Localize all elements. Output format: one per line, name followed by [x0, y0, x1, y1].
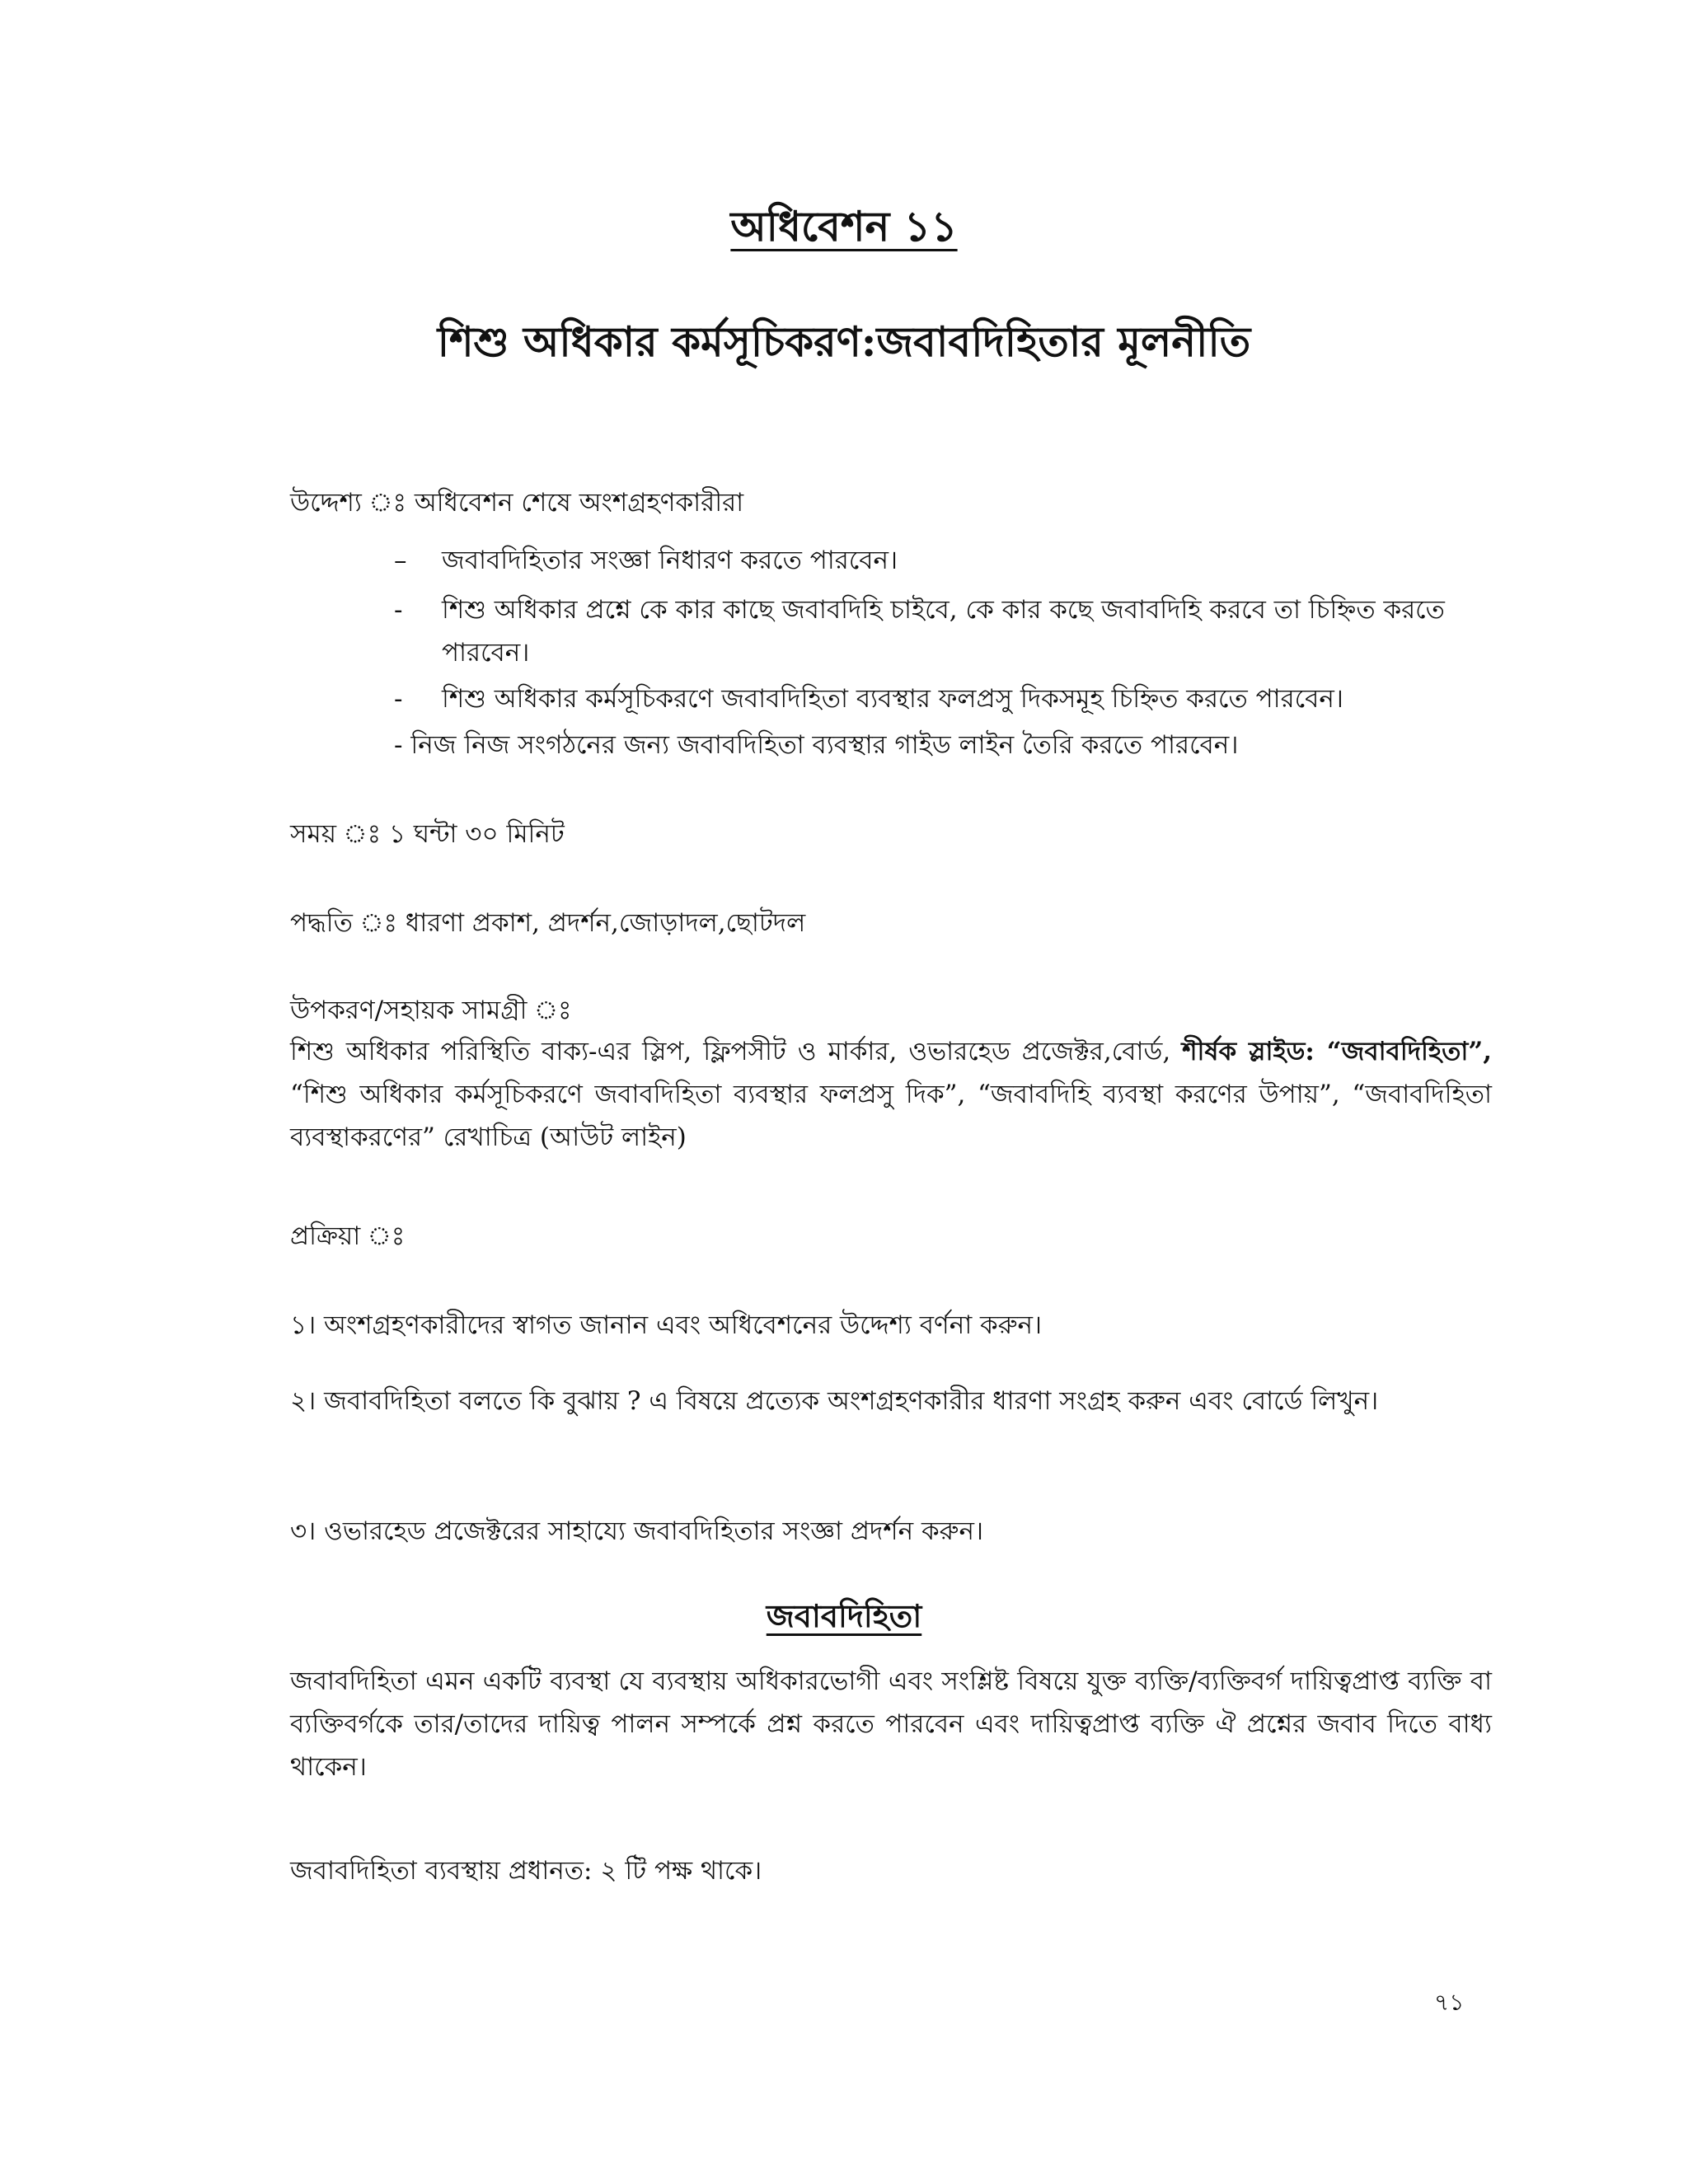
materials-text-part2: “শিশু অধিকার কর্মসূচিকরণে জবাবদিহিতা ব্যবস্থার ফলপ্রসু দিক”, “জবাবদিহি ব্যবস্থা করণের উপায়”, “জবাবদিহিতা ব্যবস্থাকরণের” রেখাচিত্র (আউট লাইন): [290, 1080, 1492, 1152]
procedure-step: ৩। ওভারহেড প্রজেক্টরের সাহায্যে জবাবদিহিতার সংজ্ঞা প্রদর্শন করুন।: [290, 1516, 984, 1546]
objective-label: উদ্দেশ্য ঃ অধিবেশন শেষে অংশগ্রহণকারীরা: [290, 488, 744, 518]
materials-text: [290, 1030, 1492, 1159]
objective-item-text: শিশু অধিকার কর্মসূচিকরণে জবাবদিহিতা ব্যবস্থার ফলপ্রসু দিকসমূহ চিহ্নিত করতে পারবেন।: [442, 684, 1343, 714]
objective-item-text: শিশু অধিকার প্রশ্নে কে কার কাছে জবাবদিহি চাইবে, কে কার কছে জবাবদিহি করবে তা চিহ্নিত করতে পারবেন।: [442, 595, 1445, 668]
objective-item: [394, 677, 1548, 720]
procedure-label: প্রক্রিয়া ঃ: [290, 1221, 406, 1251]
objective-item-text: জবাবদিহিতার সংজ্ঞা নিধারণ করতে পারবেন।: [442, 546, 898, 575]
objective-item: [394, 539, 1498, 582]
session-title: [0, 196, 1688, 265]
time-line: সময় ঃ ১ ঘন্টা ৩০ মিনিট: [290, 819, 565, 849]
procedure-step: ২। জবাবদিহিতা বলতে কি বুঝায় ? এ বিষয়ে প্রত্যেক অংশগ্রহণকারীর ধারণা সংগ্রহ করুন এবং বোর্ডে লিখুন।: [290, 1386, 1379, 1416]
objective-item: [394, 588, 1498, 674]
session-subtitle: শিশু অধিকার কর্মসূচিকরণ:জবাবদিহিতার মূলনীতি: [437, 317, 1251, 366]
parties-line: জবাবদিহিতা ব্যবস্থায় প্রধানত: ২ টি পক্ষ থাকে।: [290, 1856, 762, 1886]
procedure-step: ১। অংশগ্রহণকারীদের স্বাগত জানান এবং অধিবেশনের উদ্দেশ্য বর্ণনা করুন।: [290, 1310, 1043, 1340]
materials-label: উপকরণ/সহায়ক সামগ্রী ঃ: [290, 996, 572, 1025]
dash-marker: -: [394, 595, 403, 625]
definition-heading-text: জবাবদিহিতা: [766, 1597, 922, 1634]
dash-marker: -: [394, 684, 403, 714]
materials-text-part1: শিশু অধিকার পরিস্থিতি বাক্য-এর স্লিপ, ফ্লিপসীট ও মার্কার, ওভারহেড প্রজেক্টর,বোর্ড,: [290, 1037, 1183, 1066]
definition-text: জবাবদিহিতা এমন একটি ব্যবস্থা যে ব্যবস্থায় অধিকারভোগী এবং সংশ্লিষ্ট বিষয়ে যুক্ত ব্যক্তি/ব্যক্তিবর্গ দায়িত্বপ্রাপ্ত ব্যক্তি বা ব্যক্তিবর্গকে তার/তাদের দায়িত্ব পালন সম্পর্কে প্রশ্ন করতে পারবেন এবং দায়িত্বপ্রাপ্ত ব্যক্তি ঐ প্রশ্নের জবাব দিতে বাধ্য থাকেন।: [290, 1666, 1492, 1782]
objective-item-text: - নিজ নিজ সংগঠনের জন্য জবাবদিহিতা ব্যবস্থার গাইড লাইন তৈরি করতে পারবেন।: [394, 730, 1239, 760]
dash-marker: –: [394, 546, 407, 575]
method-line: পদ্ধতি ঃ ধারণা প্রকাশ, প্রদর্শন,জোড়াদল,ছোটদল: [290, 908, 806, 938]
materials-text-bold: শীর্ষক স্লাইড: “জবাবদিহিতা”,: [1182, 1037, 1493, 1066]
page-number: ৭১: [1434, 1989, 1465, 2016]
definition-heading: [0, 1592, 1688, 1645]
session-title-text: অধিবেশন ১১: [730, 202, 958, 251]
